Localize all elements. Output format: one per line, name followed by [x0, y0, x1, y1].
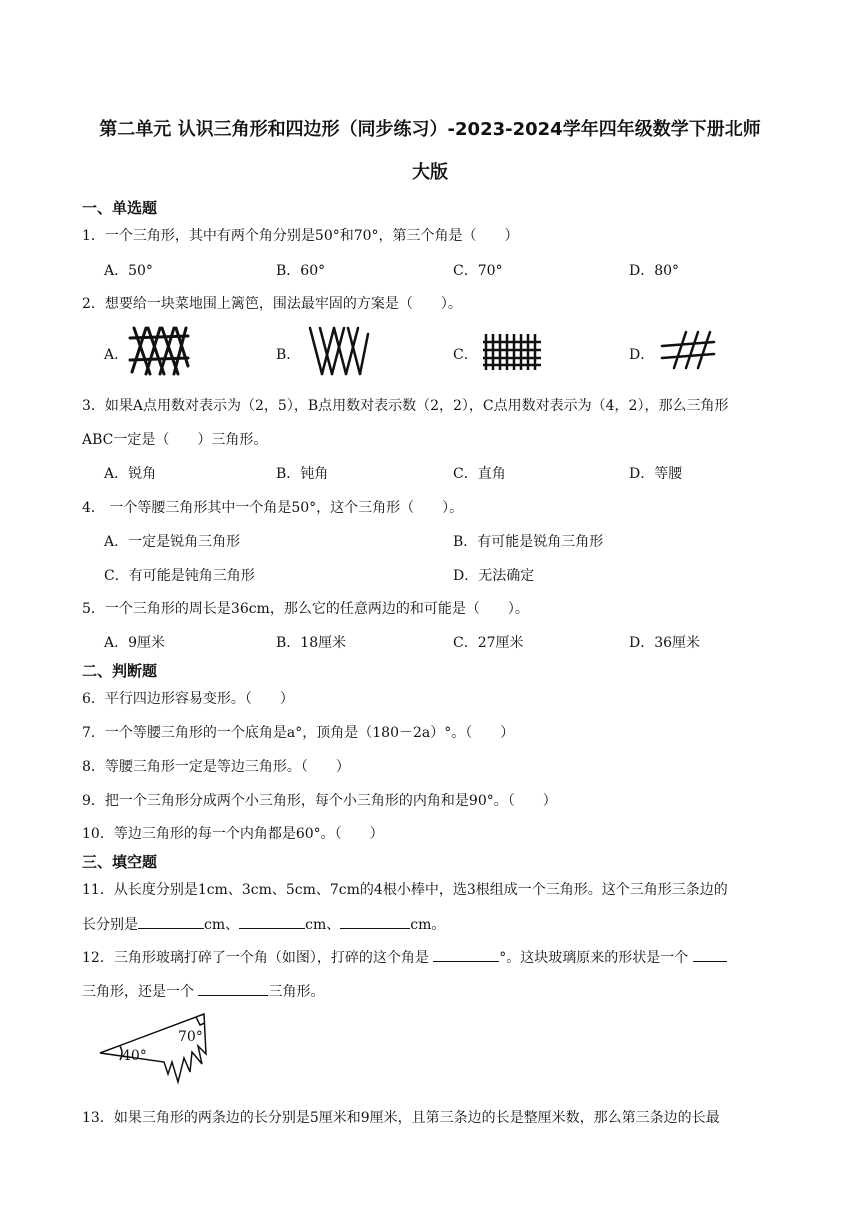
question-5-stem: 5．一个三角形的周长是36cm，那么它的任意两边的和可能是（ ）。 [82, 601, 529, 617]
q4-option-c: C．有可能是钝角三角形 [104, 568, 255, 584]
q12-text-a: 12．三角形玻璃打碎了一个角（如图），打碎的这个角是 [82, 950, 434, 966]
q11-blank-3[interactable] [340, 914, 410, 929]
broken-triangle-figure [98, 1010, 214, 1086]
q11-unit-1: cm、 [204, 917, 240, 933]
question-2-stem: 2．想要给一块菜地围上篱笆，围法最牢固的方案是（ ）。 [82, 296, 462, 312]
question-7: 7．一个等腰三角形的一个底角是a°，顶角是（180－2a）°。（ ） [82, 725, 515, 741]
q5-option-d: D．36厘米 [629, 635, 701, 651]
q2-option-b: B． [276, 347, 301, 363]
q11-unit-3: cm。 [410, 917, 446, 933]
q11-blank-1[interactable] [138, 914, 204, 929]
q12-text-c: 三角形，还是一个 [82, 984, 199, 1000]
fence-zigzag-image [308, 326, 370, 376]
question-4-stem: 4． 一个等腰三角形其中一个角是50°，这个三角形（ ）。 [82, 500, 464, 516]
q1-option-a: A．50° [104, 263, 153, 279]
q1-option-d: D．80° [629, 263, 680, 279]
q4-option-d: D．无法确定 [453, 568, 535, 584]
angle-label-70: 70° [178, 1029, 203, 1045]
question-3-stem-line2: ABC一定是（ ）三角形。 [82, 432, 268, 448]
q11-unit-2: cm、 [305, 917, 341, 933]
broken-triangle-outline [100, 1014, 206, 1082]
q4-option-b: B．有可能是锐角三角形 [453, 534, 604, 550]
question-13: 13．如果三角形的两条边的长分别是5厘米和9厘米，且第三条边的长是整厘米数，那么第三条边的长最 [82, 1110, 720, 1126]
question-9: 9．把一个三角形分成两个小三角形，每个小三角形的内角和是90°。（ ） [82, 793, 557, 809]
q3-option-a: A．锐角 [104, 466, 157, 482]
question-11-line2 [82, 914, 810, 934]
question-11-line1: 11．从长度分别是1cm、3cm、5cm、7cm的4根小棒中，选3根组成一个三角形。这个三角形三条边的 [82, 882, 728, 898]
q2-option-a: A． [104, 347, 129, 363]
q1-option-b: B．60° [276, 263, 326, 279]
section-heading-single-choice: 一、单选题 [82, 199, 158, 217]
question-12-line2 [82, 981, 810, 1001]
q5-option-a: A．9厘米 [104, 635, 166, 651]
q3-option-d: D．等腰 [629, 466, 683, 482]
section-heading-true-false: 二、判断题 [82, 662, 158, 680]
q12-text-d: 三角形。 [268, 984, 325, 1000]
q2-option-c: C． [453, 347, 478, 363]
q5-option-c: C．27厘米 [453, 635, 524, 651]
question-12-line1 [82, 947, 810, 967]
question-6: 6．平行四边形容易变形。（ ） [82, 691, 294, 707]
q12-text-b: °。这块玻璃原来的形状是一个 [499, 950, 693, 966]
q1-option-c: C．70° [453, 263, 503, 279]
section-heading-fill-in: 三、填空题 [82, 853, 158, 871]
q11-prefix: 长分别是 [82, 917, 138, 933]
page-title-line2: 大版 [412, 162, 448, 183]
fence-triangle-lattice-image [128, 326, 190, 376]
q12-blank-shape-1[interactable] [693, 947, 727, 962]
question-3-stem-line1: 3．如果A点用数对表示为（2，5），B点用数对表示数（2，2），C点用数对表示为（4，2），那么三角形 [82, 398, 729, 414]
page-title-line1: 第二单元 认识三角形和四边形（同步练习）-2023-2024学年四年级数学下册北师 [99, 119, 761, 140]
question-10: 10．等边三角形的每一个内角都是60°。（ ） [82, 826, 384, 842]
q11-blank-2[interactable] [239, 914, 305, 929]
q3-option-c: C．直角 [453, 466, 506, 482]
q5-option-b: B．18厘米 [276, 635, 347, 651]
q12-blank-angle[interactable] [433, 947, 499, 962]
fence-square-grid-image [482, 332, 542, 372]
q2-option-d: D． [629, 347, 655, 363]
q3-option-b: B．钝角 [276, 466, 329, 482]
question-1-stem: 1．一个三角形，其中有两个角分别是50°和70°，第三个角是（ ） [82, 228, 519, 244]
question-8: 8．等腰三角形一定是等边三角形。（ ） [82, 759, 350, 775]
fence-parallelogram-grid-image [660, 330, 716, 370]
q12-blank-shape-2[interactable] [198, 981, 268, 996]
q4-option-a: A．一定是锐角三角形 [104, 534, 241, 550]
angle-label-40: 40° [122, 1048, 147, 1064]
